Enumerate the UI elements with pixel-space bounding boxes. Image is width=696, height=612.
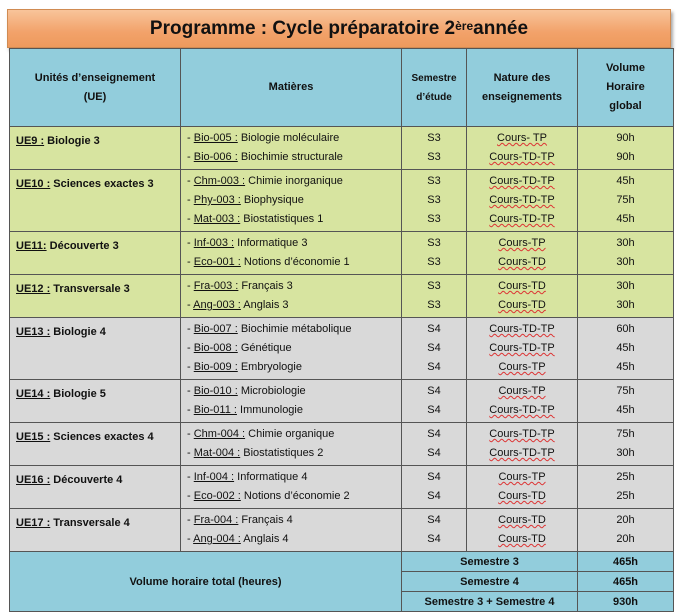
ue-group-row <box>10 127 674 170</box>
nature-cell <box>467 232 578 275</box>
nature-text: Cours-TD-TP <box>489 323 555 335</box>
semestre-value: S4 <box>427 361 441 373</box>
ue-group-row <box>10 466 674 509</box>
nature-value <box>467 191 577 210</box>
nature-cell <box>467 423 578 466</box>
nature-cell <box>467 127 578 170</box>
matiere-label: Français 3 <box>238 280 293 292</box>
ue-cell <box>10 509 181 552</box>
total-label: Volume horaire total (heures) <box>10 552 402 612</box>
ue-code: UE17 : <box>16 517 51 529</box>
matieres-cell <box>181 232 402 275</box>
semestre-value: S3 <box>427 299 441 311</box>
volume-value: 45h <box>616 175 635 187</box>
ue-cell <box>10 423 181 466</box>
nature-value <box>467 210 577 229</box>
nature-value <box>467 253 577 272</box>
matiere-item: - Ang-003 : Anglais 3 <box>187 299 289 311</box>
ue-cell <box>10 466 181 509</box>
ue-cell <box>10 380 181 423</box>
matiere-code: Ang-004 : <box>193 533 241 545</box>
volume-value: 20h <box>616 514 635 526</box>
header-semestre: Semestre d’étude <box>402 49 467 127</box>
nature-text: Cours-TD-TP <box>489 213 555 225</box>
matieres-cell <box>181 466 402 509</box>
nature-value <box>467 530 577 549</box>
matiere-code: Inf-003 : <box>193 237 235 249</box>
semestre-value: S3 <box>427 237 441 249</box>
ue-group-row <box>10 509 674 552</box>
nature-text: Cours-TD <box>498 280 546 292</box>
ue-name: Sciences exactes 3 <box>50 178 154 190</box>
matiere-label: Informatique 4 <box>234 471 308 483</box>
semestre-value: S4 <box>427 471 441 483</box>
matiere-item: - Mat-003 : Biostatistiques 1 <box>187 213 324 225</box>
matieres-cell <box>181 318 402 380</box>
programme-table <box>9 48 674 612</box>
semestre-value: S3 <box>427 213 441 225</box>
nature-value <box>467 511 577 530</box>
header-nature: Nature des enseignements <box>467 49 578 127</box>
matiere-item: - Bio-008 : Génétique <box>187 342 292 354</box>
ue-name: Biologie 3 <box>44 135 100 147</box>
ue-cell <box>10 170 181 232</box>
semestre-cell <box>402 170 467 232</box>
nature-value <box>467 487 577 506</box>
matiere-label: Notions d’économie 2 <box>240 490 350 502</box>
ue-code: UE9 : <box>16 135 45 147</box>
semestre-value: S4 <box>427 404 441 416</box>
matiere-code: Bio-010 : <box>193 385 238 397</box>
matiere-item: - Bio-005 : Biologie moléculaire <box>187 132 340 144</box>
nature-text: Cours-TP <box>498 237 546 249</box>
nature-text: Cours-TD-TP <box>489 151 555 163</box>
matieres-cell <box>181 170 402 232</box>
volume-value: 90h <box>616 151 635 163</box>
total-s4-label: Semestre 4 <box>402 572 578 592</box>
volume-value: 75h <box>616 428 635 440</box>
semestre-value: S4 <box>427 490 441 502</box>
ue-name: Transversale 3 <box>50 283 130 295</box>
volume-value: 30h <box>616 447 635 459</box>
matiere-code: Inf-004 : <box>193 471 235 483</box>
volume-cell <box>578 232 674 275</box>
semestre-cell <box>402 318 467 380</box>
matiere-code: Fra-003 : <box>193 280 239 292</box>
matiere-label: Biostatistiques 2 <box>240 447 324 459</box>
matiere-label: Anglais 3 <box>240 299 289 311</box>
matiere-label: Chimie inorganique <box>245 175 343 187</box>
semestre-cell <box>402 509 467 552</box>
ue-cell <box>10 232 181 275</box>
matiere-item: - Fra-004 : Français 4 <box>187 514 293 526</box>
volume-value: 30h <box>616 237 635 249</box>
matiere-code: Chm-003 : <box>193 175 246 187</box>
total-all-value: 930h <box>578 592 674 612</box>
nature-text: Cours- TP <box>497 132 547 144</box>
volume-value: 90h <box>616 132 635 144</box>
ue-group-row <box>10 380 674 423</box>
nature-value <box>467 148 577 167</box>
semestre-value: S3 <box>427 132 441 144</box>
ue-name: Découverte 4 <box>50 474 123 486</box>
semestre-value: S4 <box>427 385 441 397</box>
matiere-code: Chm-004 : <box>193 428 246 440</box>
matiere-item: - Eco-002 : Notions d’économie 2 <box>187 490 350 502</box>
matiere-code: Ang-003 : <box>193 299 241 311</box>
matiere-code: Phy-003 : <box>193 194 241 206</box>
matiere-label: Anglais 4 <box>240 533 289 545</box>
volume-value: 75h <box>616 194 635 206</box>
matiere-label: Biophysique <box>240 194 304 206</box>
matiere-code: Eco-001 : <box>193 256 241 268</box>
semestre-cell <box>402 275 467 318</box>
matiere-label: Immunologie <box>236 404 303 416</box>
volume-value: 30h <box>616 256 635 268</box>
matiere-code: Bio-009 : <box>193 361 238 373</box>
total-s3-label: Semestre 3 <box>402 552 578 572</box>
ue-name: Biologie 5 <box>50 388 106 400</box>
nature-value <box>467 277 577 296</box>
nature-value <box>467 425 577 444</box>
nature-text: Cours-TD <box>498 490 546 502</box>
nature-value <box>467 358 577 377</box>
nature-cell <box>467 466 578 509</box>
volume-cell <box>578 380 674 423</box>
ue-group-row <box>10 275 674 318</box>
matiere-item: - Inf-004 : Informatique 4 <box>187 471 308 483</box>
semestre-value: S3 <box>427 280 441 292</box>
ue-group-row <box>10 232 674 275</box>
nature-cell <box>467 275 578 318</box>
volume-value: 45h <box>616 213 635 225</box>
total-s4-value: 465h <box>578 572 674 592</box>
nature-cell <box>467 170 578 232</box>
ue-name: Biologie 4 <box>50 326 106 338</box>
semestre-cell <box>402 127 467 170</box>
ue-code: UE16 : <box>16 474 51 486</box>
matiere-label: Embryologie <box>237 361 302 373</box>
volume-cell <box>578 275 674 318</box>
volume-value: 75h <box>616 385 635 397</box>
matiere-item: - Bio-011 : Immunologie <box>187 404 303 416</box>
matiere-item: - Bio-007 : Biochimie métabolique <box>187 323 352 335</box>
matiere-code: Bio-006 : <box>193 151 238 163</box>
nature-text: Cours-TD-TP <box>489 428 555 440</box>
nature-value <box>467 172 577 191</box>
nature-value <box>467 339 577 358</box>
nature-cell <box>467 509 578 552</box>
volume-cell <box>578 466 674 509</box>
matiere-item: - Phy-003 : Biophysique <box>187 194 304 206</box>
semestre-cell <box>402 232 467 275</box>
nature-value <box>467 320 577 339</box>
matiere-item: - Eco-001 : Notions d’économie 1 <box>187 256 350 268</box>
nature-cell <box>467 318 578 380</box>
matiere-label: Génétique <box>237 342 292 354</box>
matiere-label: Biochimie structurale <box>237 151 343 163</box>
nature-text: Cours-TP <box>498 471 546 483</box>
ue-group-row <box>10 170 674 232</box>
nature-value <box>467 234 577 253</box>
matiere-item: - Ang-004 : Anglais 4 <box>187 533 289 545</box>
semestre-value: S4 <box>427 533 441 545</box>
volume-cell <box>578 127 674 170</box>
matiere-item: - Chm-003 : Chimie inorganique <box>187 175 343 187</box>
semestre-value: S3 <box>427 194 441 206</box>
title-sup: ère <box>455 18 474 33</box>
volume-value: 60h <box>616 323 635 335</box>
volume-value: 30h <box>616 299 635 311</box>
title-tail: année <box>473 17 529 39</box>
matiere-code: Bio-011 : <box>193 404 237 416</box>
matiere-code: Bio-008 : <box>193 342 238 354</box>
nature-text: Cours-TP <box>498 361 546 373</box>
matiere-item: - Mat-004 : Biostatistiques 2 <box>187 447 324 459</box>
matiere-label: Français 4 <box>238 514 293 526</box>
matiere-code: Mat-004 : <box>193 447 241 459</box>
page-title <box>7 9 671 48</box>
nature-text: Cours-TD-TP <box>489 404 555 416</box>
ue-code: UE10 : <box>16 178 51 190</box>
matiere-code: Bio-005 : <box>193 132 238 144</box>
nature-text: Cours-TP <box>498 385 546 397</box>
header-ue: Unités d’enseignement (UE) <box>10 49 181 127</box>
total-row <box>10 552 674 572</box>
volume-cell <box>578 509 674 552</box>
matieres-cell <box>181 275 402 318</box>
matieres-cell <box>181 423 402 466</box>
volume-value: 20h <box>616 533 635 545</box>
ue-name: Transversale 4 <box>50 517 130 529</box>
nature-text: Cours-TD-TP <box>489 175 555 187</box>
semestre-value: S3 <box>427 151 441 163</box>
title-main: Programme : Cycle préparatoire 2 <box>149 17 456 39</box>
nature-text: Cours-TD-TP <box>489 447 555 459</box>
matiere-code: Bio-007 : <box>193 323 238 335</box>
semestre-cell <box>402 423 467 466</box>
matiere-code: Eco-002 : <box>193 490 241 502</box>
matiere-item: - Bio-010 : Microbiologie <box>187 385 306 397</box>
semestre-value: S4 <box>427 342 441 354</box>
matiere-label: Microbiologie <box>237 385 306 397</box>
ue-cell <box>10 127 181 170</box>
ue-code: UE13 : <box>16 326 51 338</box>
volume-value: 25h <box>616 490 635 502</box>
ue-code: UE14 : <box>16 388 51 400</box>
volume-value: 30h <box>616 280 635 292</box>
matieres-cell <box>181 127 402 170</box>
nature-value <box>467 296 577 315</box>
volume-value: 45h <box>616 361 635 373</box>
nature-value <box>467 468 577 487</box>
nature-text: Cours-TD <box>498 256 546 268</box>
ue-cell <box>10 275 181 318</box>
ue-group-row <box>10 423 674 466</box>
matiere-label: Biochimie métabolique <box>237 323 352 335</box>
total-all-label: Semestre 3 + Semestre 4 <box>402 592 578 612</box>
volume-cell <box>578 423 674 466</box>
nature-text: Cours-TD-TP <box>489 342 555 354</box>
matieres-cell <box>181 509 402 552</box>
semestre-value: S4 <box>427 514 441 526</box>
header-matieres: Matières <box>181 49 402 127</box>
volume-cell <box>578 170 674 232</box>
matiere-code: Mat-003 : <box>193 213 241 225</box>
volume-value: 45h <box>616 404 635 416</box>
ue-name: Découverte 3 <box>46 240 119 252</box>
matiere-item: - Chm-004 : Chimie organique <box>187 428 335 440</box>
matiere-label: Chimie organique <box>245 428 335 440</box>
ue-cell <box>10 318 181 380</box>
matieres-cell <box>181 380 402 423</box>
semestre-cell <box>402 466 467 509</box>
semestre-value: S3 <box>427 175 441 187</box>
semestre-value: S4 <box>427 323 441 335</box>
nature-value <box>467 382 577 401</box>
total-s3-value: 465h <box>578 552 674 572</box>
ue-group-row <box>10 318 674 380</box>
matiere-item: - Bio-006 : Biochimie structurale <box>187 151 343 163</box>
semestre-cell <box>402 380 467 423</box>
ue-code: UE15 : <box>16 431 51 443</box>
nature-text: Cours-TD-TP <box>489 194 555 206</box>
semestre-value: S4 <box>427 428 441 440</box>
nature-cell <box>467 380 578 423</box>
matiere-label: Informatique 3 <box>234 237 308 249</box>
matiere-code: Fra-004 : <box>193 514 239 526</box>
header-volume: Volume Horaire global <box>578 49 674 127</box>
matiere-item: - Bio-009 : Embryologie <box>187 361 302 373</box>
volume-cell <box>578 318 674 380</box>
matiere-label: Biostatistiques 1 <box>240 213 324 225</box>
nature-text: Cours-TD <box>498 514 546 526</box>
nature-value <box>467 401 577 420</box>
volume-value: 45h <box>616 342 635 354</box>
matiere-item: - Fra-003 : Français 3 <box>187 280 293 292</box>
ue-name: Sciences exactes 4 <box>50 431 154 443</box>
semestre-value: S3 <box>427 256 441 268</box>
nature-text: Cours-TD <box>498 533 546 545</box>
nature-text: Cours-TD <box>498 299 546 311</box>
matiere-item: - Inf-003 : Informatique 3 <box>187 237 308 249</box>
ue-code: UE12 : <box>16 283 51 295</box>
matiere-label: Biologie moléculaire <box>237 132 340 144</box>
nature-value <box>467 129 577 148</box>
semestre-value: S4 <box>427 447 441 459</box>
volume-value: 25h <box>616 471 635 483</box>
matiere-label: Notions d’économie 1 <box>240 256 350 268</box>
ue-code: UE11: <box>16 240 47 252</box>
nature-value <box>467 444 577 463</box>
